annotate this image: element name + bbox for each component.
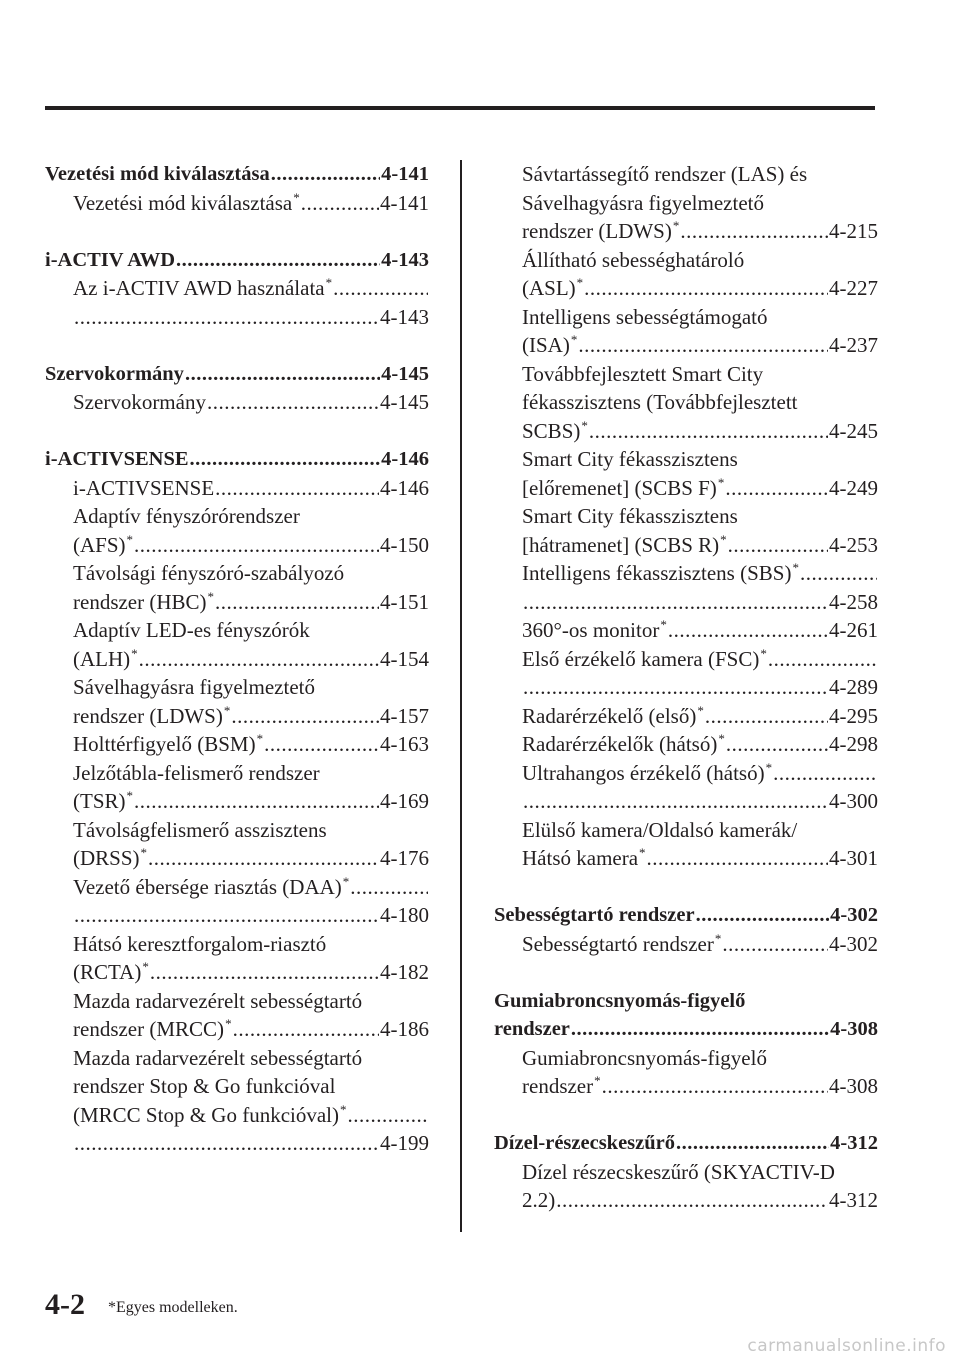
dot-leader — [139, 645, 379, 674]
dot-leader — [726, 730, 828, 759]
footnote-asterisk: * — [131, 645, 138, 661]
dot-leader — [647, 844, 828, 873]
entry-title: rendszer — [494, 1018, 570, 1040]
page-reference: 4-143 — [381, 248, 429, 271]
footnote-asterisk: * — [570, 332, 578, 347]
footnote-asterisk: * — [142, 959, 149, 974]
toc-subentry[interactable] — [494, 645, 878, 702]
footnote-asterisk: * — [325, 275, 333, 290]
page-reference: 4-199 — [380, 1131, 429, 1155]
toc-line — [494, 1186, 878, 1215]
toc-line — [45, 160, 429, 189]
toc-line — [494, 816, 878, 845]
toc-line — [45, 531, 429, 560]
toc-line — [494, 246, 878, 275]
toc-subentry[interactable] — [494, 559, 878, 616]
toc-line — [494, 1015, 878, 1044]
toc-subentry[interactable] — [45, 930, 429, 987]
toc-section-entry[interactable] — [45, 331, 429, 388]
footnote-asterisk: * — [225, 1016, 232, 1031]
toc-line — [494, 160, 878, 189]
dot-leader — [602, 1072, 828, 1101]
toc-subentry[interactable] — [45, 502, 429, 559]
page-reference: 4-169 — [380, 789, 429, 813]
entry-title: Dízel részecskeszűrő (SKYACTIV-D — [522, 1159, 835, 1184]
dot-leader — [264, 730, 379, 759]
dot-leader — [74, 303, 379, 332]
toc-line — [494, 502, 878, 531]
entry-title: i-ACTIVSENSE — [45, 448, 189, 470]
toc-subentry[interactable] — [494, 1044, 878, 1101]
toc-line — [45, 360, 429, 389]
dot-leader — [523, 673, 828, 702]
dot-leader — [768, 645, 877, 674]
toc-column-left — [45, 160, 429, 1158]
entry-title: (MRCC Stop & Go funkcióval) — [73, 1102, 339, 1127]
dot-leader — [74, 1129, 379, 1158]
toc-subentry[interactable] — [494, 160, 878, 246]
dot-leader — [233, 1015, 379, 1044]
toc-line — [45, 730, 429, 759]
toc-line — [494, 217, 878, 246]
toc-line — [45, 474, 429, 503]
footnote-asterisk: * — [639, 845, 646, 860]
page-number: 4-2 — [45, 1288, 85, 1321]
page-reference: 4-302 — [829, 931, 878, 956]
page-reference: 4-141 — [380, 190, 429, 215]
page-reference: 4-312 — [830, 1132, 878, 1154]
entry-title: Hátsó keresztforgalom-riasztó — [73, 931, 327, 956]
page-reference: 4-261 — [829, 618, 878, 642]
toc-line — [494, 588, 878, 617]
page-reference: 4-146 — [380, 475, 429, 500]
toc-line — [494, 388, 878, 417]
footnote-asterisk: * — [576, 275, 584, 290]
entry-title: Adaptív fényszórórendszer — [73, 504, 300, 528]
entry-title: rendszer Stop & Go funkcióval — [73, 1074, 336, 1098]
entry-title: rendszer (MRCC) — [73, 1017, 225, 1041]
dot-leader — [800, 559, 877, 588]
toc-subentry[interactable] — [494, 360, 878, 446]
dot-leader — [134, 531, 379, 560]
toc-subentry[interactable] — [494, 1158, 878, 1215]
page-reference: 4-176 — [380, 846, 429, 870]
page-reference: 4-163 — [380, 732, 429, 756]
entry-title: Első érzékelő kamera (FSC) — [522, 646, 760, 671]
entry-title: Elülső kamera/Oldalsó kamerák/ — [522, 817, 798, 842]
toc-line — [494, 474, 878, 503]
toc-subentry[interactable] — [494, 303, 878, 360]
dot-leader — [348, 1101, 429, 1130]
toc-line — [494, 417, 878, 446]
entry-title: Gumiabroncsnyomás-figyelő — [522, 1045, 767, 1070]
dot-leader — [74, 901, 379, 930]
dot-leader — [571, 1015, 829, 1044]
dot-leader — [523, 787, 828, 816]
toc-section-entry[interactable] — [494, 873, 878, 930]
footnote-asterisk: * — [697, 702, 704, 718]
entry-title: Holttérfigyelő (BSM) — [73, 732, 256, 756]
toc-section-entry[interactable] — [494, 958, 878, 1044]
dot-leader — [773, 759, 877, 788]
footnote-asterisk: * — [720, 531, 727, 547]
toc-subentry[interactable] — [494, 616, 878, 645]
entry-title: Intelligens fékasszisztens (SBS) — [522, 561, 792, 585]
entry-title: Mazda radarvezérelt sebességtartó — [73, 988, 363, 1013]
page-reference: 4-249 — [829, 475, 878, 500]
page-reference: 4-227 — [829, 276, 878, 300]
toc-line — [494, 702, 878, 731]
toc-line — [494, 303, 878, 332]
toc-line — [494, 531, 878, 560]
toc-line — [494, 445, 878, 474]
entry-title: Radarérzékelők (hátsó) — [522, 732, 718, 756]
dot-leader — [185, 360, 380, 389]
toc-subentry[interactable] — [494, 502, 878, 559]
entry-title: Vezető ébersége riasztás (DAA) — [73, 874, 342, 899]
toc-line — [494, 730, 878, 759]
footnote-asterisk: * — [126, 788, 133, 803]
toc-line — [45, 1072, 429, 1101]
entry-title: Sávtartássegítő rendszer (LAS) és — [522, 162, 808, 186]
entry-title: Sávelhagyásra figyelmeztető — [522, 190, 764, 215]
toc-line — [45, 445, 429, 474]
toc-subentry[interactable] — [494, 445, 878, 502]
toc-line — [45, 388, 429, 417]
entry-title: Adaptív LED-es fényszórók — [73, 618, 310, 642]
entry-title: Távolságfelismerő asszisztens — [73, 817, 327, 842]
entry-title: (ALH) — [73, 646, 131, 671]
toc-subentry[interactable] — [45, 816, 429, 873]
page-reference: 4-215 — [829, 219, 878, 243]
entry-title: Radarérzékelő (első) — [522, 703, 697, 728]
page-reference: 4-295 — [829, 703, 878, 728]
dot-leader — [231, 702, 379, 731]
toc-line — [45, 787, 429, 816]
footnote: *Egyes modelleken. — [108, 1299, 238, 1316]
dot-leader — [725, 474, 828, 503]
page-reference: 4-253 — [829, 532, 878, 557]
toc-subentry[interactable] — [45, 873, 429, 930]
page-reference: 4-308 — [829, 1074, 878, 1098]
entry-title: Smart City fékasszisztens — [522, 447, 738, 471]
page-reference: 4-300 — [829, 789, 878, 813]
toc-line — [45, 816, 429, 845]
dot-leader — [668, 616, 828, 645]
dot-leader — [523, 588, 828, 617]
page-reference: 4-145 — [381, 362, 429, 385]
toc-subentry[interactable] — [494, 730, 878, 759]
toc-line — [494, 360, 878, 389]
footnote-asterisk: * — [207, 588, 215, 604]
page-reference: 4-154 — [380, 646, 429, 671]
entry-title: Gumiabroncsnyomás-figyelő — [494, 989, 746, 1012]
toc-subentry[interactable] — [45, 559, 429, 616]
toc-line — [494, 559, 878, 588]
entry-title: Vezetési mód kiválasztása — [45, 163, 270, 185]
toc-subentry[interactable] — [494, 816, 878, 873]
footnote-asterisk: * — [714, 930, 722, 946]
page-reference: 4-141 — [381, 163, 429, 185]
toc-line — [494, 274, 878, 303]
dot-leader — [728, 531, 828, 560]
footnote-asterisk: * — [765, 759, 773, 775]
toc-subentry[interactable] — [45, 388, 429, 417]
page-reference: 4-301 — [829, 846, 878, 870]
toc-line — [494, 189, 878, 218]
toc-line — [494, 673, 878, 702]
entry-title: (DRSS) — [73, 846, 140, 870]
footnote-asterisk: * — [340, 1101, 347, 1117]
footnote-asterisk: * — [672, 218, 680, 233]
toc-line — [45, 759, 429, 788]
entry-title: Szervokormány — [73, 390, 206, 414]
toc-line — [45, 844, 429, 873]
page-reference: 4-302 — [830, 904, 878, 926]
dot-leader — [589, 417, 828, 446]
entry-title: Vezetési mód kiválasztása — [73, 190, 293, 215]
page-reference: 4-308 — [830, 1018, 878, 1040]
dot-leader — [150, 958, 379, 987]
toc-subentry[interactable] — [494, 930, 878, 959]
toc-subentry[interactable] — [45, 730, 429, 759]
entry-title: rendszer — [522, 1074, 594, 1098]
toc-line — [494, 930, 878, 959]
dot-leader — [148, 844, 379, 873]
entry-title: Intelligens sebességtámogató — [522, 304, 768, 329]
entry-title: Sávelhagyásra figyelmeztető — [73, 675, 315, 699]
toc-section-entry[interactable] — [45, 160, 429, 189]
dot-leader — [350, 873, 428, 902]
dot-leader — [215, 588, 379, 617]
entry-title: Távolsági fényszóró-szabályozó — [73, 561, 345, 585]
dot-leader — [696, 901, 830, 930]
toc-line — [494, 331, 878, 360]
toc-line — [494, 645, 878, 674]
entry-title: rendszer (LDWS) — [522, 219, 672, 243]
footnote-asterisk: * — [342, 873, 350, 889]
dot-leader — [705, 702, 828, 731]
dot-leader — [556, 1186, 828, 1215]
toc-subentry[interactable] — [45, 1044, 429, 1158]
toc-line — [494, 901, 878, 930]
toc-subentry[interactable] — [45, 987, 429, 1044]
toc-line — [45, 303, 429, 332]
entry-title: SCBS) — [522, 418, 581, 443]
toc-line — [45, 930, 429, 959]
toc-line — [494, 1129, 878, 1158]
dot-leader — [578, 331, 828, 360]
toc-section-entry[interactable] — [494, 1101, 878, 1158]
entry-title: Ultrahangos érzékelő (hátsó) — [522, 760, 765, 785]
toc-line — [45, 502, 429, 531]
page-reference: 4-245 — [829, 418, 878, 443]
toc-line — [45, 588, 429, 617]
page-reference: 4-145 — [380, 390, 429, 414]
toc-subentry[interactable] — [45, 189, 429, 218]
toc-line — [494, 1044, 878, 1073]
toc-subentry[interactable] — [494, 702, 878, 731]
footnote-asterisk: * — [256, 731, 264, 746]
toc-line — [494, 844, 878, 873]
toc-line — [45, 958, 429, 987]
entry-title: Dízel-részecskeszűrő — [494, 1132, 675, 1154]
footnote-asterisk: * — [760, 645, 767, 661]
page-reference: 4-289 — [829, 675, 878, 699]
toc-column-right — [494, 160, 878, 1215]
toc-line — [494, 1158, 878, 1187]
dot-leader — [584, 274, 828, 303]
footnote-asterisk: * — [140, 845, 148, 860]
toc-line — [45, 873, 429, 902]
page-reference: 4-312 — [829, 1188, 878, 1212]
dot-leader — [215, 474, 379, 503]
page-reference: 4-237 — [829, 333, 878, 357]
toc-subentry[interactable] — [45, 759, 429, 816]
page-reference: 4-182 — [380, 960, 429, 984]
toc-line — [45, 1044, 429, 1073]
toc-line — [45, 189, 429, 218]
toc-line — [45, 246, 429, 275]
entry-title: i-ACTIV AWD — [45, 248, 176, 271]
dot-leader — [676, 1129, 829, 1158]
page-reference: 4-180 — [380, 903, 429, 927]
page-reference: 4-151 — [380, 589, 429, 614]
entry-title: fékasszisztens (Továbbfejlesztett — [522, 390, 798, 414]
dot-leader — [301, 189, 379, 218]
entry-title: 360°-os monitor — [522, 618, 660, 642]
entry-title: [előremenet] (SCBS F) — [522, 475, 717, 500]
toc-line — [45, 645, 429, 674]
entry-title: rendszer (HBC) — [73, 589, 207, 614]
footnote-asterisk: * — [792, 560, 799, 575]
toc-section-entry[interactable] — [45, 417, 429, 474]
dot-leader — [176, 246, 380, 275]
toc-subentry[interactable] — [494, 759, 878, 816]
toc-section-entry[interactable] — [45, 217, 429, 274]
entry-title: 2.2) — [522, 1188, 556, 1212]
entry-title: (ASL) — [522, 276, 576, 300]
footnote-asterisk: * — [594, 1073, 601, 1088]
toc-line — [494, 987, 878, 1016]
toc-line — [45, 1015, 429, 1044]
footnote-asterisk: * — [293, 189, 300, 205]
toc-subentry[interactable] — [45, 474, 429, 503]
toc-line — [45, 987, 429, 1016]
toc-line — [45, 901, 429, 930]
entry-title: Mazda radarvezérelt sebességtartó — [73, 1045, 363, 1070]
entry-title: (TSR) — [73, 789, 126, 813]
page-reference: 4-146 — [381, 448, 429, 470]
top-rule — [45, 106, 875, 110]
toc-subentry[interactable] — [45, 673, 429, 730]
toc-line — [494, 616, 878, 645]
entry-title: Állítható sebességhatároló — [522, 247, 745, 272]
toc-line — [45, 1129, 429, 1158]
dot-leader — [333, 274, 428, 303]
footnote-asterisk: * — [126, 531, 134, 547]
toc-subentry[interactable] — [494, 246, 878, 303]
entry-title: Sebességtartó rendszer — [494, 904, 695, 926]
page-reference: 4-298 — [829, 732, 878, 756]
column-divider — [460, 160, 462, 1232]
toc-subentry[interactable] — [45, 274, 429, 331]
entry-title: (AFS) — [73, 532, 126, 557]
entry-title: Smart City fékasszisztens — [522, 504, 738, 528]
footnote-asterisk: * — [718, 731, 725, 746]
toc-line — [45, 274, 429, 303]
entry-title: Továbbfejlesztett Smart City — [522, 361, 764, 386]
toc-line — [45, 1101, 429, 1130]
toc-line — [45, 673, 429, 702]
footnote-asterisk: * — [223, 702, 231, 718]
toc-line — [494, 787, 878, 816]
dot-leader — [134, 787, 379, 816]
page-reference: 4-143 — [380, 304, 429, 329]
toc-line — [494, 1072, 878, 1101]
dot-leader — [190, 445, 381, 474]
entry-title: (ISA) — [522, 333, 570, 357]
footnote-asterisk: * — [581, 417, 588, 433]
entry-title: [hátramenet] (SCBS R) — [522, 532, 720, 557]
page-reference: 4-258 — [829, 589, 878, 614]
entry-title: Jelzőtábla-felismerő rendszer — [73, 760, 320, 785]
toc-line — [45, 559, 429, 588]
watermark: carmanualsonline.info — [747, 1336, 946, 1356]
page-reference: 4-186 — [380, 1017, 429, 1041]
footnote-asterisk: * — [717, 474, 725, 490]
entry-title: rendszer (LDWS) — [73, 703, 223, 728]
entry-title: Az i-ACTIV AWD használata — [73, 276, 325, 300]
footnote-asterisk: * — [660, 617, 667, 632]
entry-title: Sebességtartó rendszer — [522, 931, 714, 956]
dot-leader — [722, 930, 828, 959]
entry-title: (RCTA) — [73, 960, 142, 984]
page-reference: 4-150 — [380, 532, 429, 557]
entry-title: Hátsó kamera — [522, 846, 639, 870]
toc-line — [494, 759, 878, 788]
entry-title: i-ACTIVSENSE — [73, 475, 215, 500]
dot-leader — [271, 160, 380, 189]
dot-leader — [680, 217, 828, 246]
page-reference: 4-157 — [380, 703, 429, 728]
dot-leader — [207, 388, 379, 417]
toc-line — [45, 702, 429, 731]
toc-line — [45, 616, 429, 645]
toc-subentry[interactable] — [45, 616, 429, 673]
entry-title: Szervokormány — [45, 362, 184, 385]
